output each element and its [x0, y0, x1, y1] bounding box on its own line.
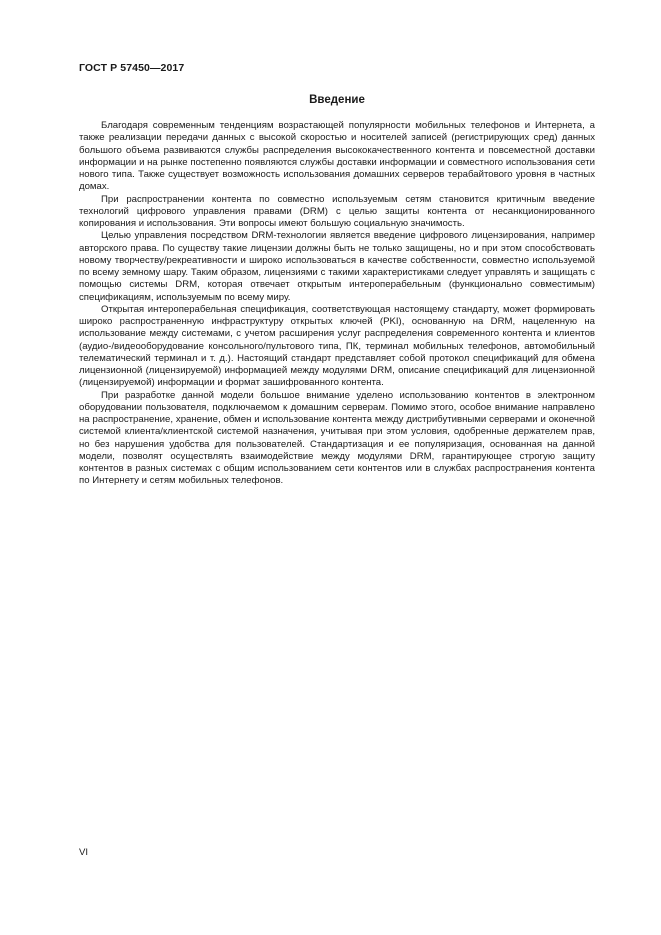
paragraph-4: Открытая интероперабельная спецификация, соответствующая настоящему стандарту, может формировать широко распространенную инфраструктуру открытых ключей (PKI), основанную на DRM, нацеленную на использование между системами, с учетом расширения услуг распределения современного контента и клиентов (аудио-/видеооборудование консольного/пультового типа, ПК, терминал мобильных телефонов, автомобильный телематический терминал и т. д.). Настоящий стандарт представляет собой протокол спецификаций для обмена лицензионной (лицензируемой) информацией между модулями DRM, описание спецификаций для лицензионной (лицензируемой) информации и формат зашифрованного контента. — [79, 303, 595, 389]
paragraph-5: При разработке данной модели большое внимание уделено использованию контентов в электронном оборудовании пользователя, подключаемом к домашним серверам. Помимо этого, особое внимание направлено на распространение, хранение, обмен и использование контента между дистрибутивными серверами и оконечной системой клиента/клиентской системой назначения, учитывая при этом условия, одобренные держателем прав, но без нарушения удобства для пользователей. Стандартизация и ее популяризация, основанная на данной модели, позволят осуществлять взаимодействие между модулями DRM, гарантирующее строгую защиту контентов в разных системах с общим использованием сети контентов или в службах распространения контента по Интернету и сетям мобильных телефонов. — [79, 389, 595, 487]
document-body — [79, 120, 595, 488]
paragraph-2: При распространении контента по совместно используемым сетям становится критичным введение технологий цифрового управления правами (DRM) с целью защиты контента от несанкционированного копирования и использования. Эти вопросы имеют большую социальную значимость. — [79, 193, 595, 229]
paragraph-3: Целью управления посредством DRM-технологии является введение цифрового лицензирования, например авторского права. По существу такие лицензии должны быть не только защищены, но и при этом способствовать новому творчеству/рекреативности и широко использоваться в качестве собственности, совместно используемой по всему земному шару. Таким образом, лицензиями с такими характеристиками следует управлять и защищать с помощью системы DRM, которая отвечает открытым интероперабельным (функционально совместимым) спецификациям, используемым по всему миру. — [79, 230, 595, 303]
page-number: VI — [79, 847, 89, 858]
paragraph-1: Благодаря современным тенденциям возрастающей популярности мобильных телефонов и Интернета, а также реализации передачи данных с высокой скоростью и носителей записей (регистрирующих сред) данных большого объема развиваются службы распределения высококачественного контента и повсеместной доставки информации и на рынке постепенно появляются службы доставки информации и совместного использования сети нового типа. Также существует возможность использования домашних серверов терабайтового уровня в частных домах. — [79, 120, 595, 193]
section-title: Введение — [309, 94, 365, 106]
document-standard-code: ГОСТ Р 57450—2017 — [79, 62, 185, 74]
